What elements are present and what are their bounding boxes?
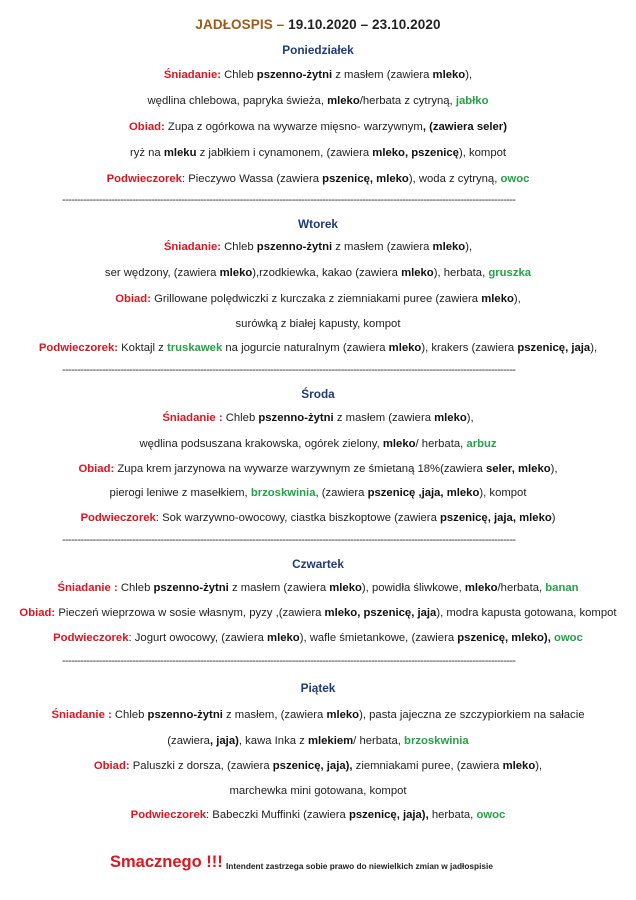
thursday-breakfast: Śniadanie : Chleb pszenno-żytni z masłem (zawiera mleko), powidła śliwkowe, mleko/herbata, banan [57,582,579,594]
wednesday-breakfast-cont: wędlina podsuszana krakowska, ogórek zielony, mleko/ herbata, arbuz [139,438,497,450]
monday-snack: Podwieczorek: Pieczywo Wassa (zawiera pszenicę, mleko), woda z cytryną, owoc [106,173,530,185]
day-heading-friday: Piątek [300,681,336,695]
day-heading-wednesday: Środa [301,387,335,401]
day-heading-tuesday: Wtorek [298,217,338,231]
wednesday-lunch-cont: pierogi leniwe z masełkiem, brzoskwinia, (zawiera pszenicę ,jaja, mleko), kompot [109,487,527,499]
tuesday-lunch: Obiad: Grillowane polędwiczki z kurczaka z ziemniakami puree (zawiera mleko), [115,293,521,305]
title-dates: 19.10.2020 – 23.10.2020 [284,17,441,32]
separator-line: ---------------------------------------------------------------------------------------------------------------------------------------------------- [62,536,516,544]
monday-lunch-cont: ryż na mleku z jabłkiem i cynamonem, (zawiera mleko, pszenicę), kompot [129,147,507,159]
thursday-snack: Podwieczorek: Jogurt owocowy, (zawiera mleko), wafle śmietankowe, (zawiera pszenicę, mleko), owoc [53,632,583,644]
friday-snack: Podwieczorek: Babeczki Muffinki (zawiera pszenicę, jaja), herbata, owoc [130,809,506,821]
tuesday-breakfast: Śniadanie: Chleb pszenno-żytni z masłem (zawiera mleko), [163,241,473,253]
friday-breakfast-cont: (zawiera, jaja), kawa Inka z mlekiem/ herbata, brzoskwinia [167,735,469,747]
monday-breakfast: Śniadanie: Chleb pszenno-żytni z masłem (zawiera mleko), [163,69,473,81]
friday-breakfast: Śniadanie : Chleb pszenno-żytni z masłem, (zawiera mleko), pasta jajeczna ze szczypiorkiem na sałacie [51,709,585,721]
tuesday-breakfast-cont: ser wędzony, (zawiera mleko),rzodkiewka, kakao (zawiera mleko), herbata, gruszka [104,267,532,279]
friday-lunch-cont: marchewka mini gotowana, kompot [229,785,407,797]
title-label: JADŁOSPIS – [195,17,285,32]
separator-line: ---------------------------------------------------------------------------------------------------------------------------------------------------- [62,657,516,665]
footer-greeting: Smacznego !!! [110,853,223,871]
separator-line: ---------------------------------------------------------------------------------------------------------------------------------------------------- [62,196,516,204]
tuesday-snack: Podwieczorek: Koktajl z truskawek na jogurcie naturalnym (zawiera mleko), krakers (zawiera pszenicę, jaja), [38,342,598,354]
wednesday-snack: Podwieczorek: Sok warzywno-owocowy, ciastka biszkoptowe (zawiera pszenicę, jaja, mleko) [80,512,556,524]
separator-line: ---------------------------------------------------------------------------------------------------------------------------------------------------- [62,366,516,374]
friday-lunch: Obiad: Paluszki z dorsza, (zawiera pszenicę, jaja), ziemniakami puree, (zawiera mleko), [93,760,543,772]
page-title [0,17,636,32]
wednesday-breakfast: Śniadanie : Chleb pszenno-żytni z masłem (zawiera mleko), [162,412,474,424]
footer-note: Intendent zastrzega sobie prawo do niewielkich zmian w jadłospisie [226,861,493,871]
day-heading-thursday: Czwartek [292,557,344,571]
monday-breakfast-cont: wędlina chlebowa, papryka świeża, mleko/herbata z cytryną, jabłko [147,95,489,107]
tuesday-lunch-cont: surówką z białej kapusty, kompot [235,318,401,330]
monday-lunch: Obiad: Zupa z ogórkowa na wywarze mięsno- warzywnym, (zawiera seler) [129,121,507,133]
thursday-lunch: Obiad: Pieczeń wieprzowa w sosie własnym, pyzy ,(zawiera mleko, pszenicę, jaja), modra kapusta gotowana, kompot [19,607,617,619]
wednesday-lunch: Obiad: Zupa krem jarzynowa na wywarze warzywnym ze śmietaną 18%(zawiera seler, mleko), [78,463,558,475]
day-heading-monday: Poniedziałek [282,43,354,57]
